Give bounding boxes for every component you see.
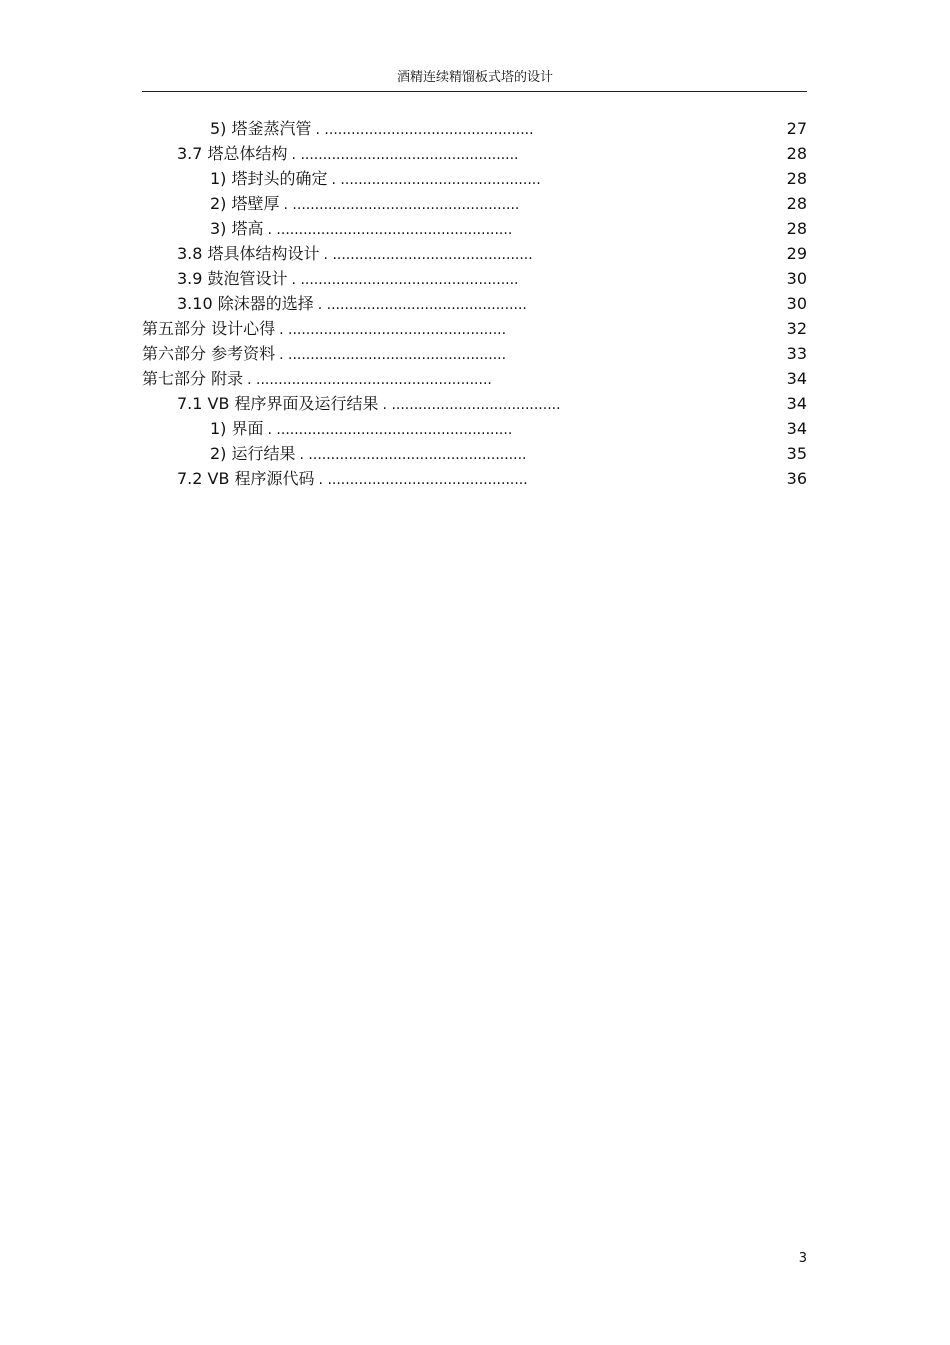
toc-entry-label: 2) 运行结果	[210, 444, 296, 463]
toc-entry-label: 1) 塔封头的确定	[210, 169, 328, 188]
toc-entry-label: 2) 塔壁厚	[210, 194, 280, 213]
toc-entry-page: 35	[786, 444, 807, 463]
toc-entry-label: 3.8 塔具体结构设计	[177, 244, 320, 263]
toc-leader-dots: . ......................................	[382, 397, 561, 413]
toc-entry-page: 28	[786, 219, 807, 238]
toc-leader-dots: . .............................................	[318, 472, 528, 488]
toc-entry-page: 33	[786, 344, 807, 363]
toc-entry-page: 34	[786, 369, 807, 388]
toc-leader-dots: . .............................................	[317, 297, 527, 313]
toc-entry[interactable]	[142, 241, 807, 266]
toc-entry[interactable]	[142, 266, 807, 291]
toc-entry-page: 32	[786, 319, 807, 338]
toc-entry[interactable]	[142, 366, 807, 391]
toc-entry-page: 30	[786, 294, 807, 313]
toc-entry-label: 1) 界面	[210, 419, 264, 438]
toc-entry[interactable]	[142, 141, 807, 166]
toc-leader-dots: . .............................................	[331, 172, 541, 188]
table-of-contents	[142, 116, 807, 491]
toc-entry-label: 7.1 VB 程序界面及运行结果	[177, 394, 379, 413]
toc-leader-dots: . .................................................	[279, 347, 507, 363]
toc-entry-label: 3.10 除沫器的选择	[177, 294, 314, 313]
toc-entry-page: 30	[786, 269, 807, 288]
toc-entry[interactable]	[142, 216, 807, 241]
toc-entry[interactable]	[142, 116, 807, 141]
toc-entry[interactable]	[142, 191, 807, 216]
toc-entry[interactable]	[142, 466, 807, 491]
toc-leader-dots: . .................................................	[291, 147, 519, 163]
toc-entry[interactable]	[142, 291, 807, 316]
toc-entry-label: 3) 塔高	[210, 219, 264, 238]
toc-leader-dots: . .............................................	[323, 247, 533, 263]
toc-entry[interactable]	[142, 166, 807, 191]
toc-entry-label: 3.9 鼓泡管设计	[177, 269, 288, 288]
toc-entry-label: 7.2 VB 程序源代码	[177, 469, 315, 488]
toc-entry[interactable]	[142, 416, 807, 441]
toc-leader-dots: . .................................................	[299, 447, 527, 463]
toc-entry[interactable]	[142, 441, 807, 466]
toc-entry[interactable]	[142, 391, 807, 416]
toc-entry[interactable]	[142, 341, 807, 366]
toc-leader-dots: . .....................................................	[267, 222, 513, 238]
toc-entry-page: 36	[786, 469, 807, 488]
toc-entry-page: 34	[786, 419, 807, 438]
running-header-title: 酒精连续精馏板式塔的设计	[396, 70, 553, 85]
toc-entry-page: 29	[786, 244, 807, 263]
toc-leader-dots: . ...................................................	[283, 197, 520, 213]
toc-leader-dots: . .....................................................	[247, 372, 492, 388]
page-number: 3	[798, 1251, 807, 1266]
toc-entry-page: 28	[786, 169, 807, 188]
toc-leader-dots: . .....................................................	[267, 422, 513, 438]
toc-entry-page: 27	[786, 119, 807, 138]
toc-entry[interactable]	[142, 316, 807, 341]
toc-entry-page: 28	[786, 144, 807, 163]
header-divider	[142, 91, 807, 92]
toc-entry-label: 3.7 塔总体结构	[177, 144, 288, 163]
toc-leader-dots: . .................................................	[279, 322, 507, 338]
toc-entry-label: 5) 塔釜蒸汽管	[210, 119, 312, 138]
toc-leader-dots: . ...............................................	[315, 122, 534, 138]
toc-leader-dots: . .................................................	[291, 272, 519, 288]
toc-entry-label: 第五部分 设计心得	[142, 319, 276, 338]
toc-entry-page: 34	[786, 394, 807, 413]
toc-entry-page: 28	[786, 194, 807, 213]
toc-entry-label: 第七部分 附录	[142, 369, 244, 388]
toc-entry-label: 第六部分 参考资料	[142, 344, 276, 363]
